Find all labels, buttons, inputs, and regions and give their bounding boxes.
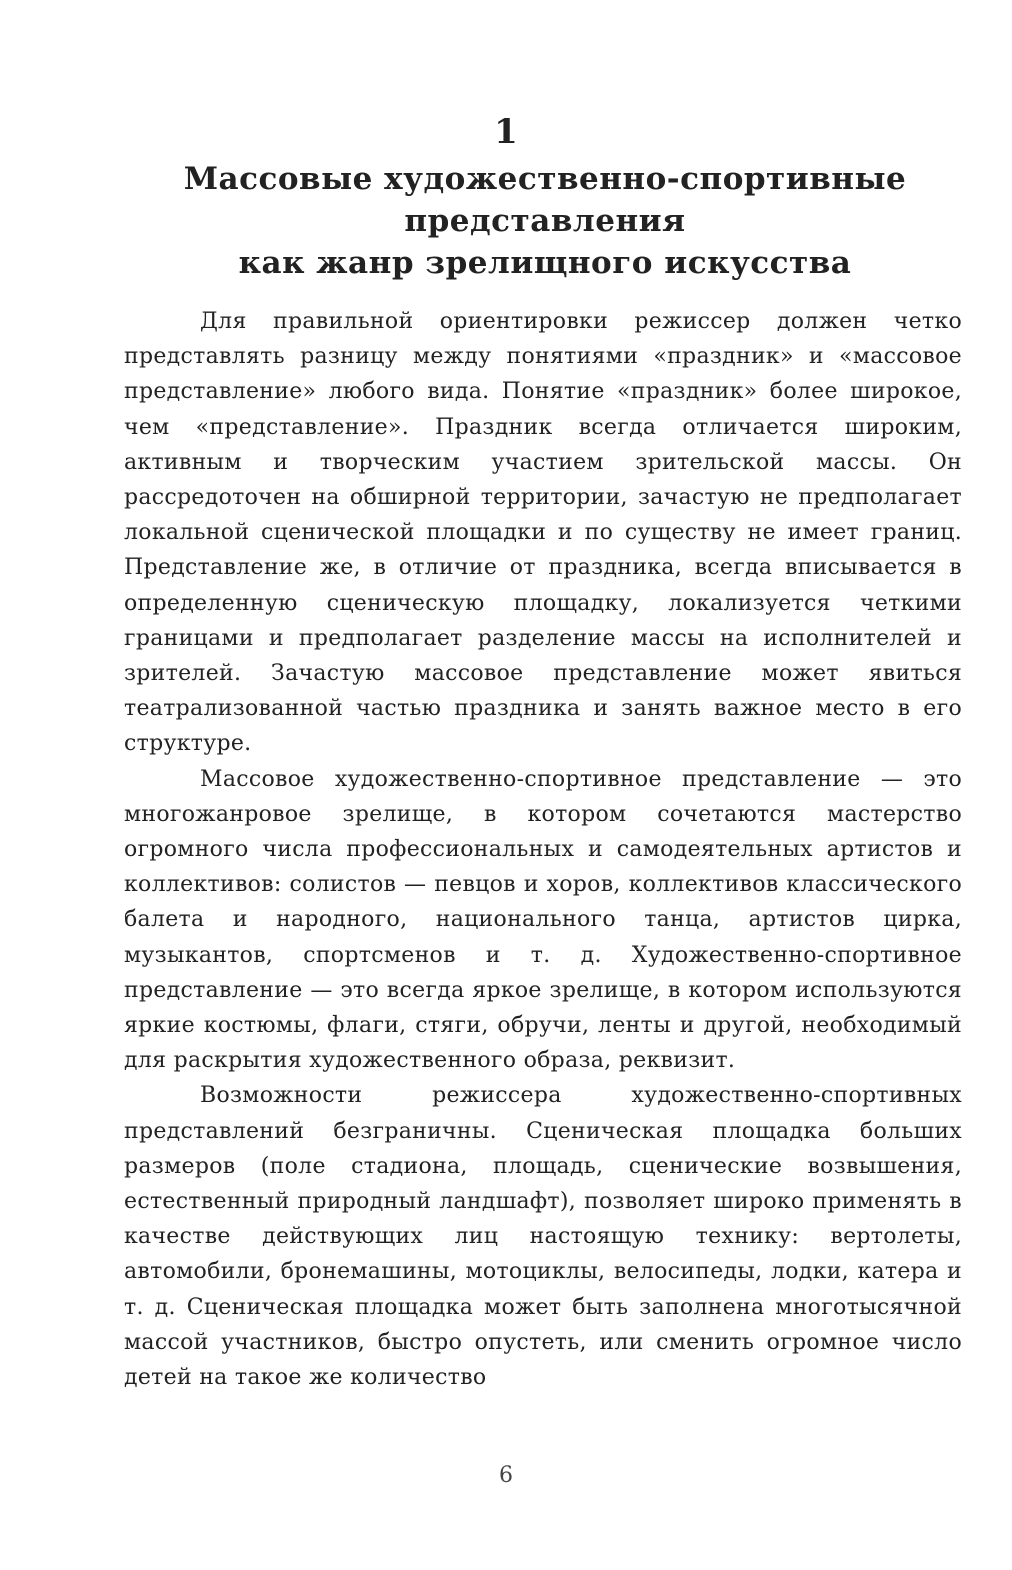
page-number: 6 [499, 1463, 513, 1488]
chapter-title-line: как жанр зрелищного искусства [238, 245, 852, 281]
chapter-number: 1 [494, 112, 518, 152]
paragraph: Возможности режиссера художественно-спортивных представлений безграничны. Сценическая площадка больших размеров (поле стадиона, площадь, сценические возвышения, естественный природный ландшафт), позволяет широко применять в качестве действующих лиц настоящую технику: вертолеты, автомобили, бронемашины, мотоциклы, велосипеды, лодки, катера и т. д. Сценическая площадка может быть заполнена многотысячной массой участников, быстро опустеть, или сменить огромное число детей на такое же количество [124, 1083, 962, 1391]
paragraph: Для правильной ориентировки режиссер должен четко представлять разницу между понятиями «праздник» и «массовое представление» любого вида. Понятие «праздник» более широкое, чем «представление». Праздник всегда отличается широким, активным и творческим участием зрительской массы. Он рассредоточен на обширной территории, зачастую не предполагает локальной сценической площадки и по существу не имеет границ. Представление же, в отличие от праздника, всегда вписывается в определенную сценическую площадку, локализуется четкими границами и предполагает разделение массы на исполнителей и зрителей. Зачастую массовое представление может явиться театрализованной частью праздника и занять важное место в его структуре. [124, 309, 962, 757]
chapter-title-line: представления [404, 203, 686, 239]
paragraph: Массовое художественно-спортивное представление — это многожанровое зрелище, в котором сочетаются мастерство огромного числа профессиональных и самодеятельных артистов и коллективов: солистов — певцов и хоров, коллективов классического балета и народного, национального танца, артистов цирка, музыкантов, спортсменов и т. д. Художественно-спортивное представление — это всегда яркое зрелище, в котором используются яркие костюмы, флаги, стяги, обручи, ленты и другой, необходимый для раскрытия художественного образа, реквизит. [124, 766, 962, 1074]
body-text [124, 304, 962, 1395]
chapter-title [100, 158, 990, 284]
chapter-title-line: Массовые художественно-спортивные [183, 161, 907, 197]
